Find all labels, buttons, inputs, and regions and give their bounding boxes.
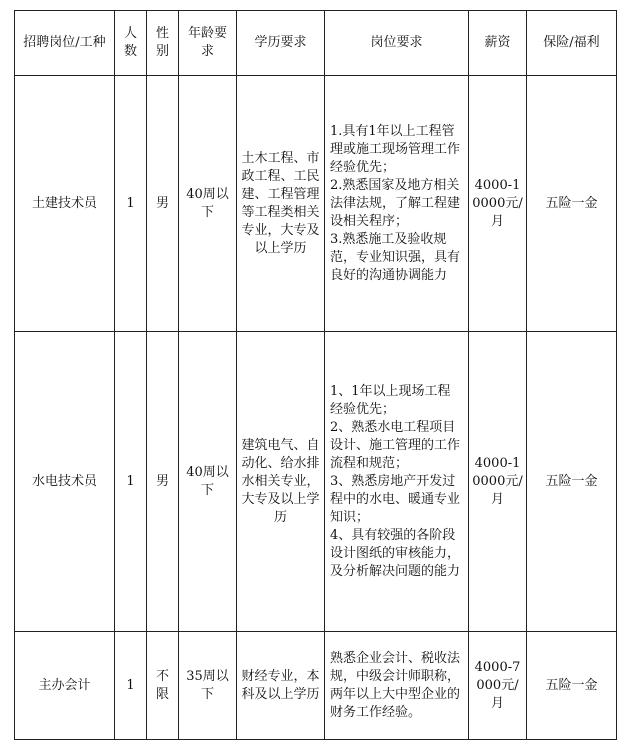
header-gender: 性别 [147,11,179,76]
position-cell: 土建技术员 [15,76,115,332]
education-cell: 建筑电气、自动化、给水排水相关专业，大专及以上学历 [237,332,325,632]
requirements-cell [325,632,469,740]
count-cell: 1 [115,76,147,332]
table-row [15,332,617,632]
requirements-cell [325,76,469,332]
age-cell: 35周以下 [179,632,237,740]
requirement-item: 3.熟悉施工及验收规范，专业知识强，具有良好的沟通协调能力 [330,231,461,283]
header-benefits: 保险/福利 [527,11,617,76]
position-cell: 主办会计 [15,632,115,740]
age-cell: 40周以下 [179,332,237,632]
recruitment-table [14,10,617,740]
education-cell: 财经专业，本科及以上学历 [237,632,325,740]
salary-cell: 4000-10000元/月 [469,332,527,632]
requirement-item: 1、1年以上现场工程经验优先； [330,383,451,417]
count-cell: 1 [115,632,147,740]
requirement-item: 2.熟悉国家及地方相关法律法规，了解工程建设相关程序； [330,177,461,229]
header-requirements: 岗位要求 [325,11,469,76]
age-cell: 40周以下 [179,76,237,332]
salary-cell: 4000-7000元/月 [469,632,527,740]
table-row [15,76,617,332]
header-age: 年龄要求 [179,11,237,76]
table-row [15,632,617,740]
gender-cell: 男 [147,332,179,632]
gender-cell: 男 [147,76,179,332]
header-count: 人数 [115,11,147,76]
requirement-item: 4、具有较强的各阶段设计图纸的审核能力，及分析解决问题的能力 [330,527,461,579]
requirement-item: 熟悉企业会计、税收法规，中级会计师职称，两年以上大中型企业的财务工作经验。 [330,650,461,720]
header-education: 学历要求 [237,11,325,76]
header-salary: 薪资 [469,11,527,76]
salary-cell: 4000-10000元/月 [469,76,527,332]
benefits-cell: 五险一金 [527,632,617,740]
requirement-item: 1.具有1年以上工程管理或施工现场管理工作经验优先； [330,123,461,175]
requirements-cell [325,332,469,632]
position-cell: 水电技术员 [15,332,115,632]
requirement-item: 2、熟悉水电工程项目设计、施工管理的工作流程和规范； [330,419,461,471]
header-position: 招聘岗位/工种 [15,11,115,76]
count-cell: 1 [115,332,147,632]
header-row [15,11,617,76]
education-cell: 土木工程、市政工程、工民建、工程管理等工程类相关专业，大专及以上学历 [237,76,325,332]
gender-cell: 不限 [147,632,179,740]
benefits-cell: 五险一金 [527,332,617,632]
requirement-item: 3、熟悉房地产开发过程中的水电、暖通专业知识； [330,473,461,525]
benefits-cell: 五险一金 [527,76,617,332]
